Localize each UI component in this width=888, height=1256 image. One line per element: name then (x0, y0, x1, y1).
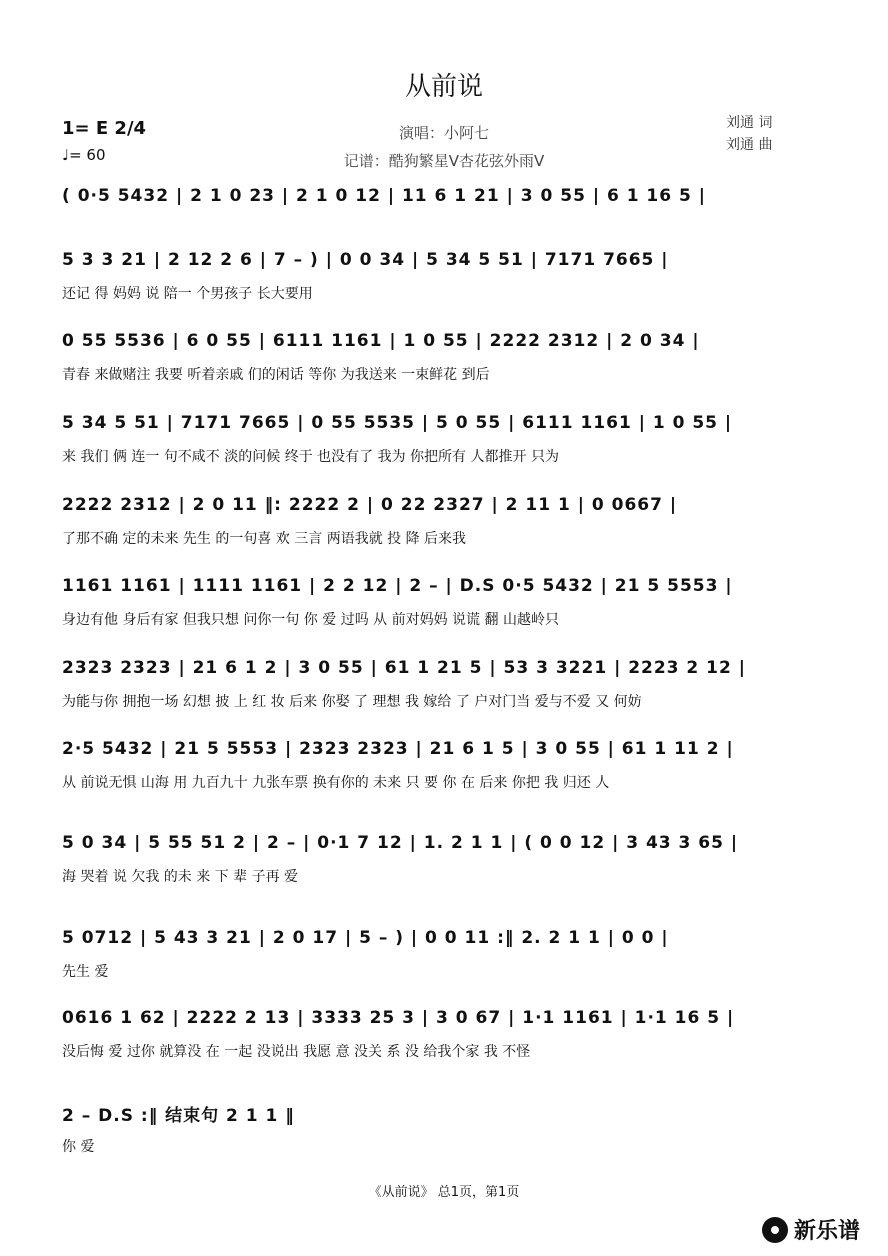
notation-row: 2 – D.S :‖ 结束句 2 1 1 ‖ (62, 1105, 295, 1126)
lyric-row: 青春 来做赌注 我要 听着亲戚 们的闲话 等你 为我送来 一束鲜花 到后 (62, 367, 490, 383)
notation-row: 0616 1 62 | 2222 2 13 | 3333 25 3 | 3 0 67 | 1·1 1161 | 1·1 16 5 | (62, 1008, 735, 1028)
lyric-row: 为能与你 拥抱一场 幻想 披 上 红 妆 后来 你娶 了 理想 我 嫁给 了 户对门当 爱与不爱 又 何妨 (62, 694, 642, 710)
lyric-row: 还记 得 妈妈 说 陪一 个男孩子 长大要用 (62, 286, 313, 302)
notation-row: 2222 2312 | 2 0 11 ‖: 2222 2 | 0 22 2327 | 2 11 1 | 0 0667 | (62, 495, 678, 515)
notation-row: 5 34 5 51 | 7171 7665 | 0 55 5535 | 5 0 55 | 6111 1161 | 1 0 55 | (62, 413, 733, 433)
lyric-row: 没后悔 爱 过你 就算没 在 一起 没说出 我愿 意 没关 系 没 给我个家 我 不怪 (62, 1044, 531, 1060)
lyric-row: 了那不确 定的未来 先生 的一句喜 欢 三言 两语我就 投 降 后来我 (62, 531, 467, 547)
notation-row: ( 0·5 5432 | 2 1 0 23 | 2 1 0 12 | 11 6 1 21 | 3 0 55 | 6 1 16 5 | (62, 186, 706, 206)
page-footer: 《从前说》 总1页，第1页 (368, 1185, 520, 1200)
key-signature: 1= E 2/4 (62, 118, 147, 139)
tempo-marking: ♩= 60 (62, 146, 106, 164)
notation-row: 5 0 34 | 5 55 51 2 | 2 – | 0·1 7 12 | 1. 2 1 1 | ( 0 0 12 | 3 43 3 65 | (62, 833, 739, 853)
notation-row: 1161 1161 | 1111 1161 | 2 2 12 | 2 – | D.S 0·5 5432 | 21 5 5553 | (62, 576, 733, 596)
lyricist-credit: 刘通 词 (726, 115, 773, 131)
lyric-row: 你 爱 (62, 1139, 95, 1155)
lyric-row: 从 前说无惧 山海 用 九百九十 九张车票 换有你的 未来 只 要 你 在 后来 你把 我 归还 人 (62, 775, 610, 791)
composer-credit: 刘通 曲 (726, 137, 773, 153)
transcriber: 记谱：酷狗繁星V杏花弦外雨V (343, 152, 545, 170)
lyric-row: 来 我们 俩 连一 句不咸不 淡的问候 终于 也没有了 我为 你把所有 人都推开 只为 (62, 449, 559, 465)
notation-row: 2323 2323 | 21 6 1 2 | 3 0 55 | 61 1 21 5 | 53 3 3221 | 2223 2 12 | (62, 658, 746, 678)
lyric-row: 海 哭着 说 欠我 的未 来 下 辈 子再 爱 (62, 869, 299, 885)
notation-row: 0 55 5536 | 6 0 55 | 6111 1161 | 1 0 55 | 2222 2312 | 2 0 34 | (62, 331, 700, 351)
notation-row: 5 3 3 21 | 2 12 2 6 | 7 – ) | 0 0 34 | 5 34 5 51 | 7171 7665 | (62, 250, 669, 270)
logo-text: 新乐谱 (794, 1219, 861, 1244)
singer: 演唱：小阿七 (398, 124, 489, 142)
notation-row: 2·5 5432 | 21 5 5553 | 2323 2323 | 21 6 1 5 | 3 0 55 | 61 1 11 2 | (62, 739, 734, 759)
song-title: 从前说 (404, 72, 483, 102)
record-icon (762, 1217, 788, 1243)
notation-row: 5 0712 | 5 43 3 21 | 2 0 17 | 5 – ) | 0 0 11 :‖ 2. 2 1 1 | 0 0 | (62, 928, 669, 948)
lyric-row: 身边有他 身后有家 但我只想 问你一句 你 爱 过吗 从 前对妈妈 说谎 翻 山越岭只 (62, 612, 559, 628)
site-logo (762, 1214, 860, 1245)
lyric-row: 先生 爱 (62, 964, 109, 980)
